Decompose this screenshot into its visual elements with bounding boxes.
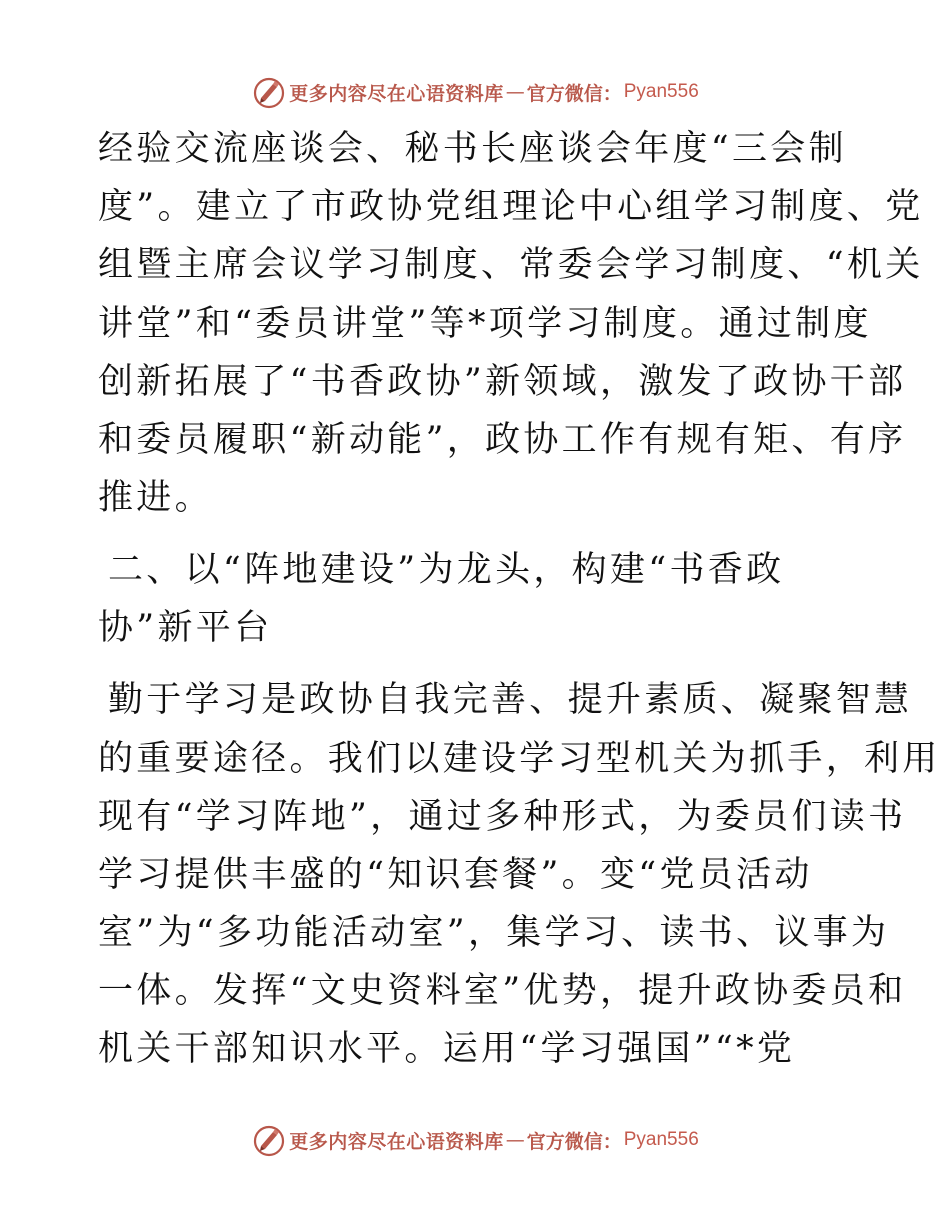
- heading-line: 二、以“阵地建设”为龙头，构建“书香政: [108, 550, 785, 591]
- text-line: 组暨主席会议学习制度、常委会学习制度、“机关: [98, 245, 924, 286]
- text-line: 的重要途径。我们以建设学习型机关为抓手，利用: [98, 738, 941, 779]
- text-line: 现有“学习阵地”，通过多种形式，为委员们读书: [98, 796, 907, 837]
- section-heading: [98, 541, 858, 657]
- watermark-wechat-label: 官方微信：: [526, 1130, 622, 1153]
- text-line: 推进。: [98, 478, 213, 519]
- watermark-separator: —: [505, 81, 525, 103]
- text-line: 创新拓展了“书香政协”新领域，激发了政协干部: [98, 361, 907, 402]
- watermark-wechat-id: Pyan556: [623, 1129, 699, 1150]
- footer-watermark: [0, 1120, 950, 1160]
- pen-circle-logo-icon: [251, 74, 287, 110]
- heading-line: 协”新平台: [98, 608, 273, 649]
- text-line: 勤于学习是政协自我完善、提升素质、凝聚智慧: [108, 680, 913, 721]
- paragraph-1: [98, 120, 924, 527]
- watermark-separator: —: [505, 1129, 525, 1151]
- text-line: 室”为“多功能活动室”，集学习、读书、议事为: [98, 913, 890, 954]
- document-body: [98, 120, 941, 1079]
- watermark-wechat-label: 官方微信：: [526, 82, 622, 105]
- text-line: 一体。发挥“文史资料室”优势，提升政协委员和: [98, 971, 907, 1012]
- text-line: 机关干部知识水平。运用“学习强国”“*党: [98, 1029, 796, 1070]
- paragraph-2: [98, 671, 941, 1078]
- text-line: 和委员履职“新动能”，政协工作有规有矩、有序: [98, 419, 907, 460]
- header-watermark: [0, 72, 950, 112]
- watermark-wechat-id: Pyan556: [623, 81, 699, 102]
- text-line: 讲堂”和“委员讲堂”等*项学习制度。通过制度: [98, 303, 872, 344]
- text-line: 度”。建立了市政协党组理论中心组学习制度、党: [98, 187, 924, 228]
- watermark-site-text: 更多内容尽在心语资料库: [289, 82, 504, 105]
- pen-circle-logo-icon: [251, 1122, 287, 1158]
- text-line: 经验交流座谈会、秘书长座谈会年度“三会制: [98, 129, 847, 169]
- watermark-site-text: 更多内容尽在心语资料库: [289, 1130, 504, 1153]
- text-line: 学习提供丰盛的“知识套餐”。变“党员活动: [98, 854, 813, 895]
